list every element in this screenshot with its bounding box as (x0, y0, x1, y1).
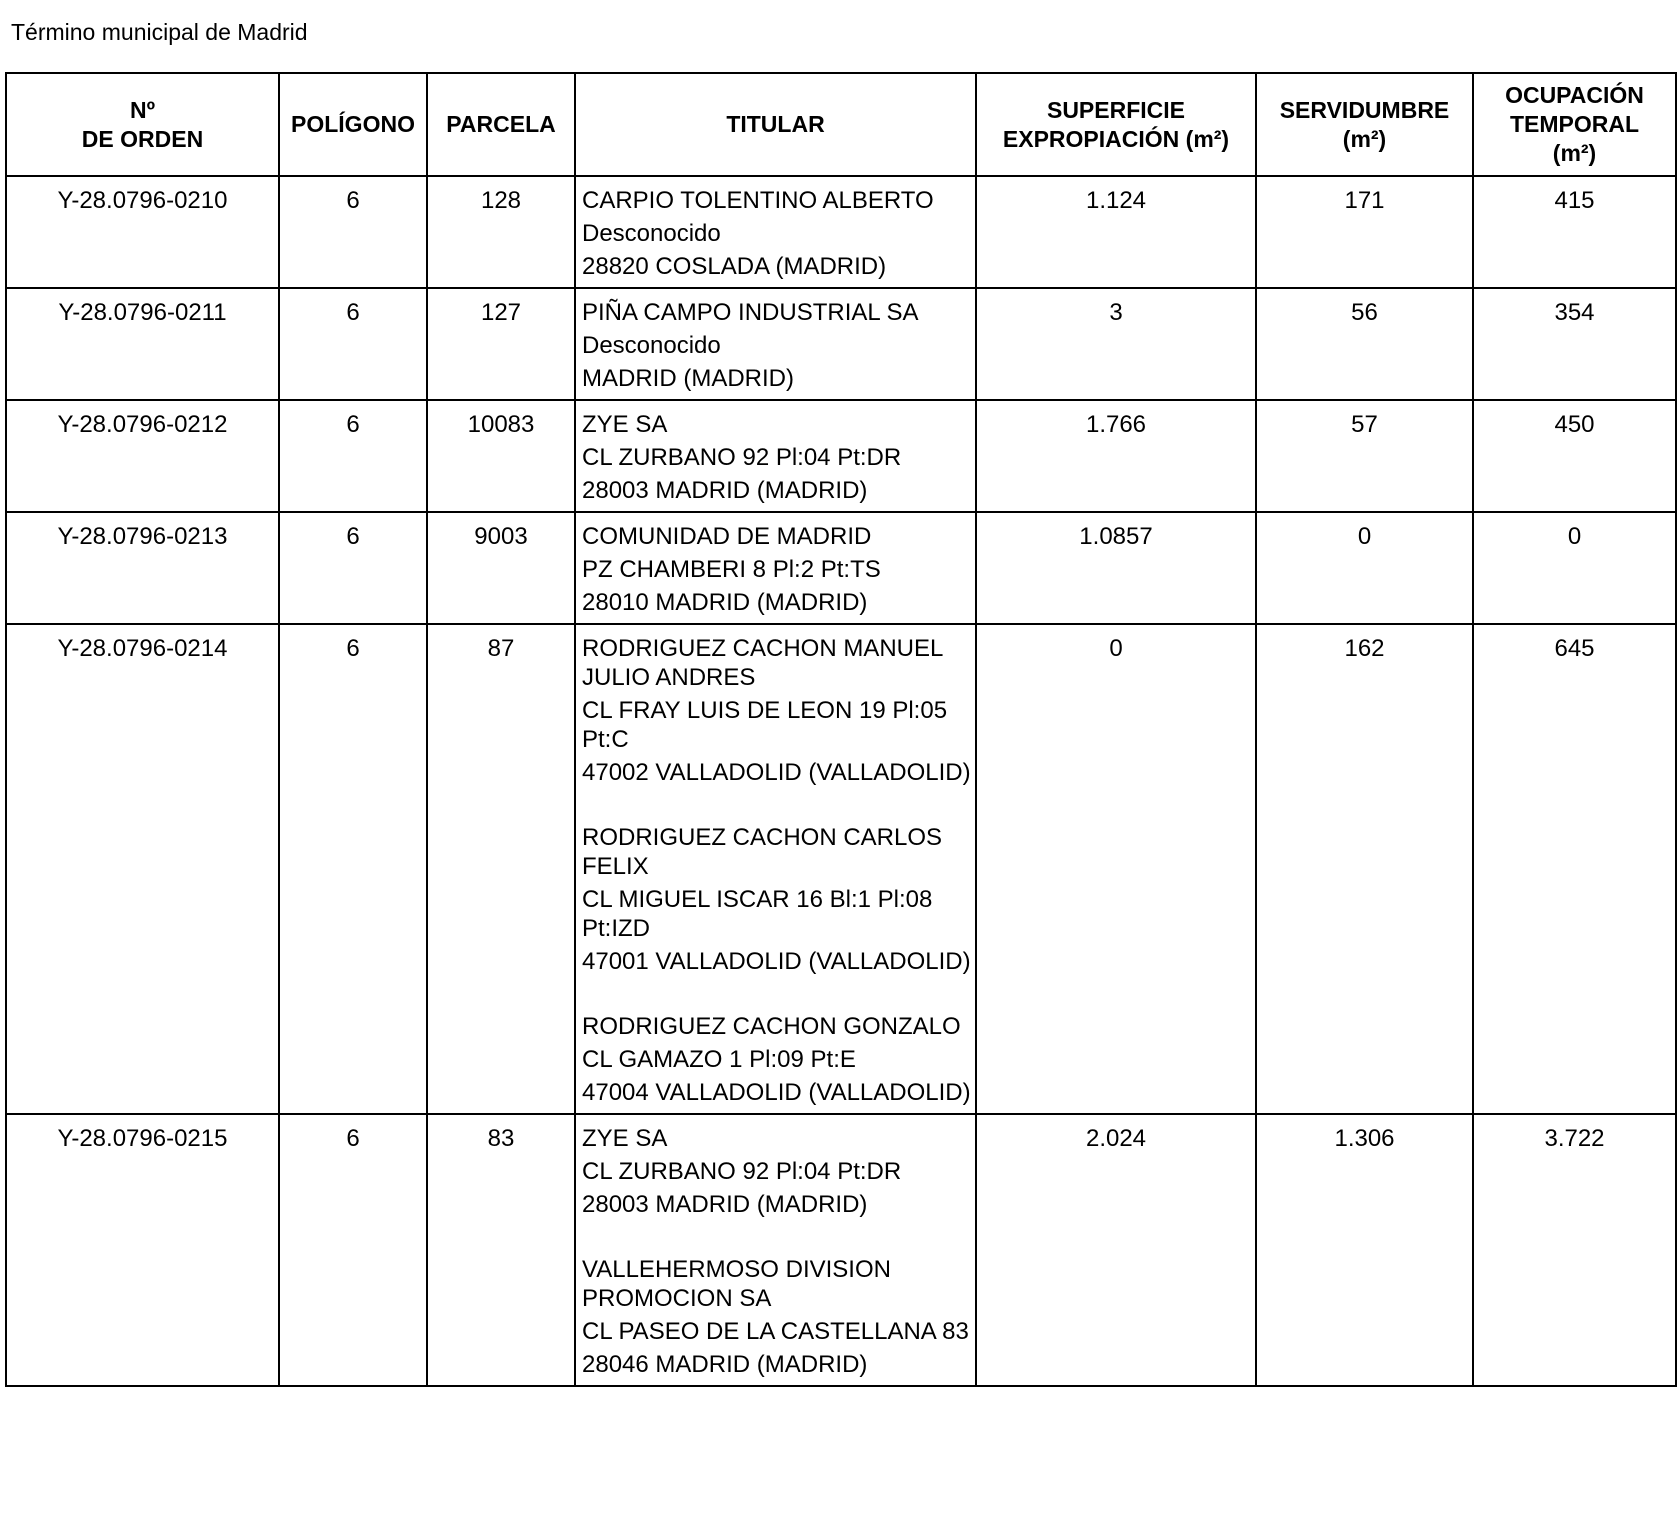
titular-address: CL FRAY LUIS DE LEON 19 Pl:05 Pt:C (582, 697, 948, 753)
cell-parcela: 9003 (427, 512, 575, 624)
titular-name: CARPIO TOLENTINO ALBERTO (582, 187, 934, 214)
cell-titular (575, 512, 976, 624)
table-row (6, 288, 1676, 400)
cell-superficie: 0 (976, 624, 1256, 1114)
cell-orden: Y-28.0796-0214 (6, 624, 279, 1114)
cell-superficie: 3 (976, 288, 1256, 400)
table-header-row (6, 73, 1676, 176)
cell-orden: Y-28.0796-0212 (6, 400, 279, 512)
titular-address: CL ZURBANO 92 Pl:04 Pt:DR (582, 1158, 902, 1185)
cell-titular (575, 288, 976, 400)
titular-city: 47004 VALLADOLID (VALLADOLID) (582, 1079, 971, 1106)
cell-titular (575, 400, 976, 512)
cell-parcela: 128 (427, 176, 575, 288)
cell-servidumbre: 1.306 (1256, 1114, 1473, 1386)
cell-servidumbre: 57 (1256, 400, 1473, 512)
titular-block (582, 522, 971, 617)
table-row (6, 1114, 1676, 1386)
titular-address: CL MIGUEL ISCAR 16 Bl:1 Pl:08 Pt:IZD (582, 886, 933, 942)
titular-block (582, 634, 971, 787)
cell-parcela: 10083 (427, 400, 575, 512)
cell-parcela: 87 (427, 624, 575, 1114)
cell-superficie: 1.0857 (976, 512, 1256, 624)
cell-parcela: 83 (427, 1114, 575, 1386)
cell-titular (575, 176, 976, 288)
cell-servidumbre: 162 (1256, 624, 1473, 1114)
cell-servidumbre: 56 (1256, 288, 1473, 400)
titular-name: RODRIGUEZ CACHON MANUEL JULIO ANDRES (582, 635, 943, 691)
titular-city: 28820 COSLADA (MADRID) (582, 253, 887, 280)
cell-ocupacion: 0 (1473, 512, 1676, 624)
titular-name: PIÑA CAMPO INDUSTRIAL SA (582, 299, 919, 326)
titular-name: VALLEHERMOSO DIVISION PROMOCION SA (582, 1256, 891, 1312)
header-superficie: SUPERFICIE EXPROPIACIÓN (m²) (976, 73, 1256, 176)
titular-block (582, 1124, 971, 1219)
cell-ocupacion: 354 (1473, 288, 1676, 400)
titular-name: ZYE SA (582, 411, 668, 438)
cell-poligono: 6 (279, 512, 427, 624)
table-row (6, 176, 1676, 288)
header-orden: Nº DE ORDEN (6, 73, 279, 176)
titular-block (582, 823, 971, 976)
titular-city: 28046 MADRID (MADRID) (582, 1351, 868, 1378)
cell-superficie: 1.766 (976, 400, 1256, 512)
titular-name: ZYE SA (582, 1125, 668, 1152)
titular-city: 28003 MADRID (MADRID) (582, 1191, 868, 1218)
titular-address: CL ZURBANO 92 Pl:04 Pt:DR (582, 444, 902, 471)
cell-orden: Y-28.0796-0210 (6, 176, 279, 288)
titular-name: COMUNIDAD DE MADRID (582, 523, 872, 550)
cell-servidumbre: 171 (1256, 176, 1473, 288)
cell-poligono: 6 (279, 400, 427, 512)
header-ocupacion: OCUPACIÓN TEMPORAL (m²) (1473, 73, 1676, 176)
titular-block (582, 186, 971, 281)
titular-address: PZ CHAMBERI 8 Pl:2 Pt:TS (582, 556, 881, 583)
titular-city: 47001 VALLADOLID (VALLADOLID) (582, 948, 971, 975)
cell-superficie: 1.124 (976, 176, 1256, 288)
titular-address: CL GAMAZO 1 Pl:09 Pt:E (582, 1046, 856, 1073)
header-titular: TITULAR (575, 73, 976, 176)
titular-block (582, 1012, 971, 1107)
titular-address: Desconocido (582, 332, 721, 359)
cell-titular (575, 1114, 976, 1386)
cell-orden: Y-28.0796-0215 (6, 1114, 279, 1386)
titular-block (582, 410, 971, 505)
parcel-table (5, 72, 1677, 1387)
titular-block (582, 298, 971, 393)
header-parcela: PARCELA (427, 73, 575, 176)
titular-address: CL PASEO DE LA CASTELLANA 83 (582, 1318, 969, 1345)
cell-poligono: 6 (279, 288, 427, 400)
table-row (6, 624, 1676, 1114)
cell-ocupacion: 645 (1473, 624, 1676, 1114)
header-servidumbre: SERVIDUMBRE (m²) (1256, 73, 1473, 176)
cell-poligono: 6 (279, 1114, 427, 1386)
titular-name: RODRIGUEZ CACHON CARLOS FELIX (582, 824, 943, 880)
cell-ocupacion: 450 (1473, 400, 1676, 512)
table-row (6, 512, 1676, 624)
cell-poligono: 6 (279, 624, 427, 1114)
page-caption: Término municipal de Madrid (11, 19, 308, 45)
titular-city: MADRID (MADRID) (582, 365, 794, 392)
cell-orden: Y-28.0796-0211 (6, 288, 279, 400)
titular-city: 28010 MADRID (MADRID) (582, 589, 868, 616)
titular-address: Desconocido (582, 220, 721, 247)
cell-ocupacion: 415 (1473, 176, 1676, 288)
cell-orden: Y-28.0796-0213 (6, 512, 279, 624)
cell-servidumbre: 0 (1256, 512, 1473, 624)
header-poligono: POLÍGONO (279, 73, 427, 176)
titular-city: 28003 MADRID (MADRID) (582, 477, 868, 504)
cell-poligono: 6 (279, 176, 427, 288)
titular-city: 47002 VALLADOLID (VALLADOLID) (582, 759, 971, 786)
table-row (6, 400, 1676, 512)
cell-superficie: 2.024 (976, 1114, 1256, 1386)
titular-block (582, 1255, 971, 1379)
titular-name: RODRIGUEZ CACHON GONZALO (582, 1013, 961, 1040)
cell-ocupacion: 3.722 (1473, 1114, 1676, 1386)
cell-titular (575, 624, 976, 1114)
cell-parcela: 127 (427, 288, 575, 400)
